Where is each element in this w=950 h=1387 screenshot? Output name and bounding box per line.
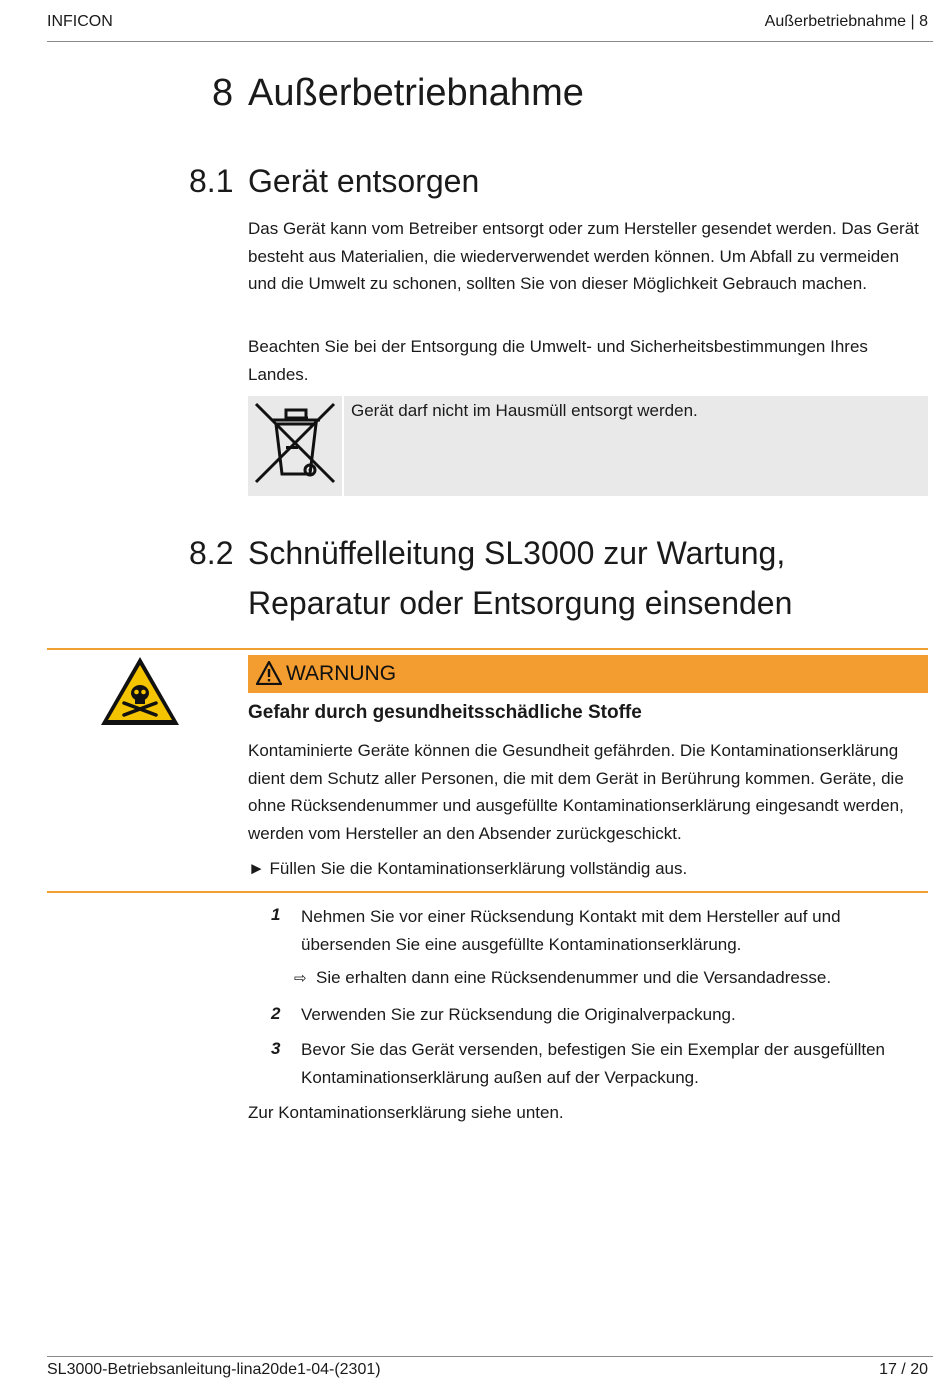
disposal-icon-cell	[248, 396, 344, 496]
section-8-1-paragraph-2: Beachten Sie bei der Entsorgung die Umwelt- und Sicherheitsbestimmungen Ihres Landes.	[248, 337, 868, 384]
toxic-skull-warning-icon	[99, 655, 181, 727]
footer-page-number: 17 / 20	[879, 1361, 928, 1378]
section-heading-8-1	[0, 163, 950, 205]
chapter-number: 8	[212, 72, 234, 114]
header-section-ref: Außerbetriebnahme | 8	[764, 13, 928, 30]
chapter-title: Außerbetriebnahme	[248, 72, 584, 114]
step-text-3: Bevor Sie das Gerät versenden, befestigen Sie ein Exemplar der ausgefüllten Kontaminationserklärung außen auf der Verpackung.	[301, 1040, 886, 1087]
step-text-1: Nehmen Sie vor einer Rücksendung Kontakt mit dem Hersteller auf und übersenden Sie eine ausgefüllte Kontaminationserklärung.	[301, 907, 841, 954]
footer-doc-id: SL3000-Betriebsanleitung-lina20de1-04-(2301)	[47, 1361, 381, 1378]
header-rule	[47, 41, 933, 42]
warning-action: ► Füllen Sie die Kontaminationserklärung vollständig aus.	[248, 859, 688, 878]
crossed-out-wheelie-bin-icon	[248, 396, 342, 496]
footer-rule	[47, 1356, 933, 1357]
result-arrow-icon: ⇨	[294, 970, 307, 987]
section-number: 8.1	[189, 163, 234, 199]
warning-label: WARNUNG	[286, 662, 397, 685]
step-1-result-text: Sie erhalten dann eine Rücksendenummer und die Versandadresse.	[316, 968, 832, 987]
section-title-line-1: Schnüffelleitung SL3000 zur Wartung,	[248, 535, 786, 571]
section-title: Gerät entsorgen	[248, 163, 480, 199]
warning-text: Kontaminierte Geräte können die Gesundheit gefährden. Die Kontaminationserklärung dient dem Schutz aller Personen, die mit dem Gerät in Berührung kommen. Geräte, die ohne Rücksendenummer und ausgefüllte Kontaminationserklärung eingesandt werden, werden vom Hersteller an den Absender zurückgeschickt.	[248, 741, 904, 843]
header-company: INFICON	[47, 13, 113, 30]
section-heading-8-2	[0, 535, 950, 625]
chapter-heading	[0, 72, 950, 122]
step-number-3: 3	[271, 1039, 281, 1058]
disposal-note-box	[248, 396, 928, 496]
warning-title: Gefahr durch gesundheitsschädliche Stoffe	[248, 702, 642, 723]
step-number-2: 2	[271, 1004, 281, 1023]
section-number-8-2: 8.2	[189, 535, 234, 571]
disposal-note-text: Gerät darf nicht im Hausmüll entsorgt werden.	[351, 401, 698, 420]
step-text-2: Verwenden Sie zur Rücksendung die Originalverpackung.	[301, 1005, 736, 1024]
warning-bar	[248, 655, 928, 693]
step-number-1: 1	[271, 905, 281, 924]
warning-bottom-rule	[47, 891, 928, 893]
warning-top-rule	[47, 648, 928, 650]
closing-text: Zur Kontaminationserklärung siehe unten.	[248, 1103, 564, 1122]
section-8-1-paragraph-1: Das Gerät kann vom Betreiber entsorgt oder zum Hersteller gesendet werden. Das Gerät besteht aus Materialien, die wiederverwendet werden können. Um Abfall zu vermeiden und die Umwelt zu schonen, sollten Sie von dieser Möglichkeit Gebrauch machen.	[248, 219, 919, 293]
warning-triangle-icon	[256, 661, 282, 685]
section-title-line-2: Reparatur oder Entsorgung einsenden	[248, 585, 793, 621]
